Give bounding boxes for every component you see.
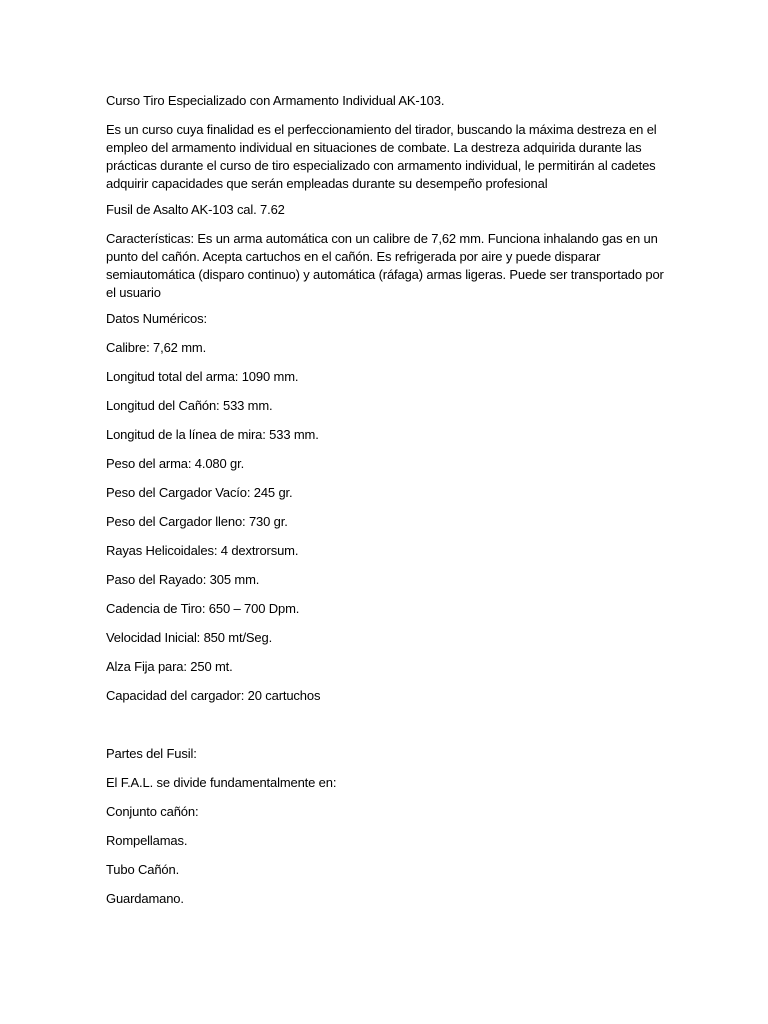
parts-intro: El F.A.L. se divide fundamentalmente en: xyxy=(106,775,337,790)
spec-item: Peso del Cargador Vacío: 245 gr. xyxy=(106,485,293,500)
parts-heading: Partes del Fusil: xyxy=(106,746,197,761)
spec-item: Paso del Rayado: 305 mm. xyxy=(106,572,260,587)
spec-item: Peso del Cargador lleno: 730 gr. xyxy=(106,514,288,529)
spec-item: Longitud total del arma: 1090 mm. xyxy=(106,369,299,384)
spec-item: Cadencia de Tiro: 650 – 700 Dpm. xyxy=(106,601,300,616)
part-item: Rompellamas. xyxy=(106,833,188,848)
spec-item: Alza Fija para: 250 mt. xyxy=(106,659,233,674)
characteristics-paragraph: Características: Es un arma automática con un calibre de 7,62 mm. Funciona inhalando gas en un punto del cañón. Acepta cartuchos en el cañón. Es refrigerada por aire y puede disparar semiautomática (disparo continuo) y automática (ráfaga) armas ligeras. Puede ser transportado por el usuario xyxy=(106,231,664,300)
intro-paragraph: Es un curso cuya finalidad es el perfeccionamiento del tirador, buscando la máxima destreza en el empleo del armamento individual en situaciones de combate. La destreza adquirida durante las prácticas durante el curso de tiro especializado con armamento individual, le permitirán al cadetes adquirir capacidades que serán empleadas durante su desempeño profesional xyxy=(106,122,657,191)
blank-line xyxy=(106,716,666,745)
weapon-heading: Fusil de Asalto AK-103 cal. 7.62 xyxy=(106,202,285,217)
data-heading: Datos Numéricos: xyxy=(106,311,207,326)
part-item: Tubo Cañón. xyxy=(106,862,180,877)
document-title: Curso Tiro Especializado con Armamento Individual AK-103. xyxy=(106,93,445,108)
spec-item: Rayas Helicoidales: 4 dextrorsum. xyxy=(106,543,299,558)
part-item: Guardamano. xyxy=(106,891,184,906)
spec-item: Calibre: 7,62 mm. xyxy=(106,340,207,355)
spec-item: Velocidad Inicial: 850 mt/Seg. xyxy=(106,630,273,645)
spec-item: Longitud del Cañón: 533 mm. xyxy=(106,398,273,413)
spec-item: Peso del arma: 4.080 gr. xyxy=(106,456,245,471)
spec-item: Capacidad del cargador: 20 cartuchos xyxy=(106,688,321,703)
part-item: Conjunto cañón: xyxy=(106,804,199,819)
spec-item: Longitud de la línea de mira: 533 mm. xyxy=(106,427,319,442)
document-body xyxy=(106,92,666,919)
